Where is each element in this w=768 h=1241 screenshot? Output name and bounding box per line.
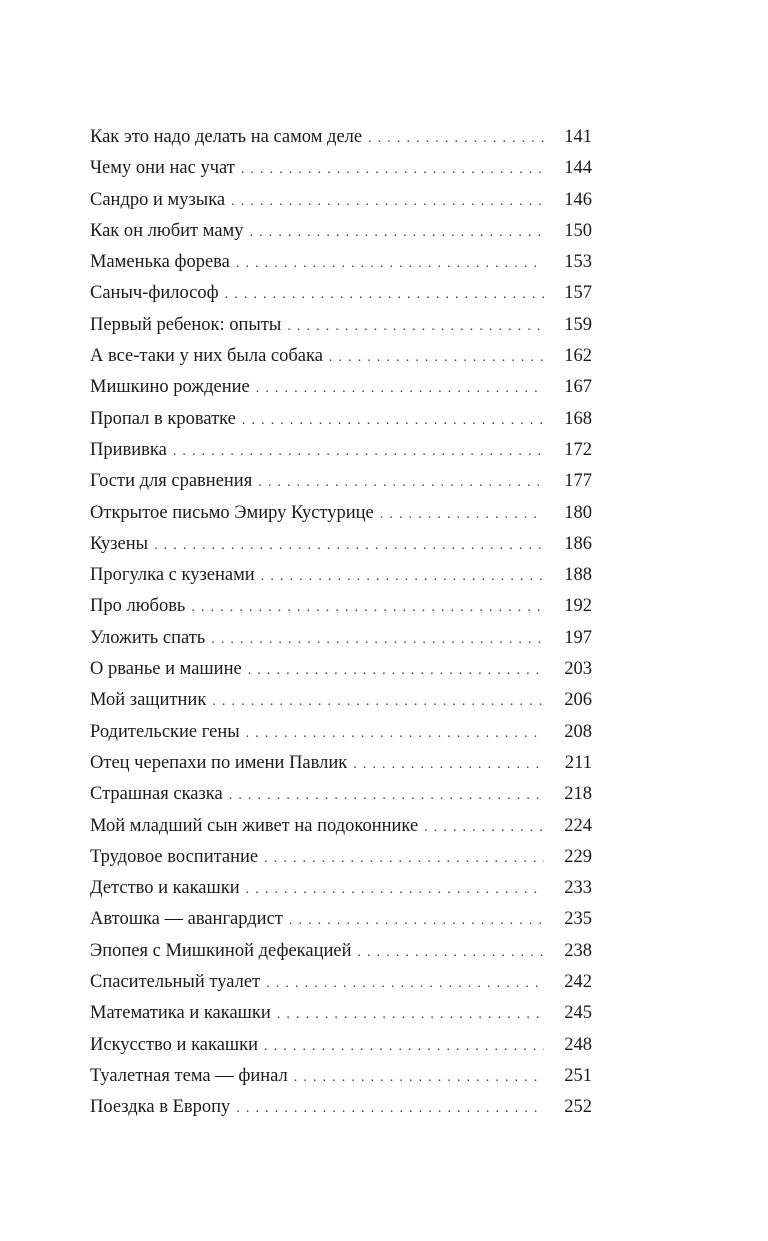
toc-entry-page: 208 bbox=[564, 721, 592, 742]
toc-entry bbox=[90, 748, 592, 779]
toc-entry bbox=[90, 998, 592, 1029]
toc-entry-page: 229 bbox=[564, 846, 592, 867]
dot-leader bbox=[242, 405, 544, 436]
toc-entry bbox=[90, 122, 592, 153]
toc-entry-title: Как это надо делать на самом деле bbox=[90, 127, 363, 147]
dot-leader bbox=[294, 1062, 544, 1093]
toc-entry-title: Спасительный туалет bbox=[90, 972, 261, 993]
dot-leader bbox=[191, 592, 544, 623]
toc-entry-page: 242 bbox=[564, 972, 592, 993]
toc-entry-page: 235 bbox=[564, 909, 592, 930]
toc-entry bbox=[90, 842, 592, 873]
toc-entry-title: Открытое письмо Эмиру Кустурице bbox=[90, 502, 374, 523]
toc-entry-title: Страшная сказка bbox=[90, 784, 223, 805]
toc-entry-page: 146 bbox=[564, 189, 592, 210]
dot-leader bbox=[256, 373, 544, 404]
dot-leader bbox=[264, 1031, 544, 1062]
toc-entry bbox=[90, 1061, 592, 1092]
toc-entry bbox=[90, 967, 592, 998]
toc-entry-page: 150 bbox=[564, 220, 592, 241]
toc-entry-title: О рванье и машине bbox=[90, 659, 242, 680]
toc-entry-page: 180 bbox=[564, 502, 592, 523]
toc-entry-page: 197 bbox=[564, 627, 592, 648]
toc-entry bbox=[90, 779, 592, 810]
dot-leader bbox=[368, 123, 544, 154]
toc-entry-page: 144 bbox=[564, 158, 592, 179]
toc-entry-page: 168 bbox=[564, 408, 592, 429]
toc-entry-page: 192 bbox=[564, 596, 592, 617]
toc-entry bbox=[90, 372, 592, 403]
dot-leader bbox=[264, 843, 544, 874]
toc-entry-title: Саныч-философ bbox=[90, 283, 219, 304]
toc-entry bbox=[90, 247, 592, 278]
toc-entry bbox=[90, 591, 592, 622]
toc-entry-page: 153 bbox=[564, 252, 592, 273]
toc-entry bbox=[90, 310, 592, 341]
toc-entry bbox=[90, 654, 592, 685]
toc-entry-page: 248 bbox=[564, 1034, 592, 1055]
toc-entry-page: 141 bbox=[564, 127, 592, 147]
dot-leader bbox=[231, 186, 544, 217]
toc-entry-title: Родительские гены bbox=[90, 721, 240, 742]
toc-entry-title: Автошка — авангардист bbox=[90, 909, 283, 930]
toc-entry bbox=[90, 811, 592, 842]
toc-entry-page: 172 bbox=[564, 439, 592, 460]
toc-entry bbox=[90, 717, 592, 748]
toc-entry-page: 238 bbox=[564, 940, 592, 961]
toc-entry bbox=[90, 435, 592, 466]
toc-entry-title: Гости для сравнения bbox=[90, 471, 253, 492]
dot-leader bbox=[258, 467, 544, 498]
toc-entry-title: Как он любит маму bbox=[90, 220, 244, 241]
toc-entry bbox=[90, 936, 592, 967]
dot-leader bbox=[211, 624, 544, 655]
dot-leader bbox=[241, 154, 544, 185]
dot-leader bbox=[329, 342, 544, 373]
toc-entry bbox=[90, 1030, 592, 1061]
toc-entry-page: 206 bbox=[564, 690, 592, 711]
toc-entry bbox=[90, 216, 592, 247]
toc-entry bbox=[90, 278, 592, 309]
toc-entry bbox=[90, 623, 592, 654]
dot-leader bbox=[154, 530, 544, 561]
toc-entry bbox=[90, 404, 592, 435]
dot-leader bbox=[250, 217, 544, 248]
toc-entry bbox=[90, 341, 592, 372]
toc-entry-title: Туалетная тема — финал bbox=[90, 1065, 288, 1086]
toc-entry-page: 157 bbox=[564, 283, 592, 304]
dot-leader bbox=[289, 905, 544, 936]
toc-entry-title: Мой младший сын живет на подоконнике bbox=[90, 815, 419, 836]
toc-entry-page: 188 bbox=[564, 565, 592, 586]
toc-entry-page: 203 bbox=[564, 659, 592, 680]
dot-leader bbox=[357, 937, 544, 968]
dot-leader bbox=[353, 749, 544, 780]
dot-leader bbox=[236, 1093, 544, 1124]
toc-entry-page: 224 bbox=[564, 815, 592, 836]
dot-leader bbox=[212, 686, 544, 717]
toc-entry-title: Эпопея с Мишкиной дефекацией bbox=[90, 940, 352, 961]
toc-entry-page: 159 bbox=[564, 314, 592, 335]
toc-entry-title: Трудовое воспитание bbox=[90, 846, 259, 867]
dot-leader bbox=[225, 279, 544, 310]
toc-entry-title: Уложить спать bbox=[90, 627, 206, 648]
toc-entry-title: Мишкино рождение bbox=[90, 377, 250, 398]
toc-entry bbox=[90, 1092, 592, 1123]
table-of-contents bbox=[90, 122, 592, 1124]
toc-entry-title: Маменька форева bbox=[90, 252, 230, 273]
toc-entry bbox=[90, 529, 592, 560]
toc-entry bbox=[90, 466, 592, 497]
dot-leader bbox=[236, 248, 544, 279]
toc-entry-page: 167 bbox=[564, 377, 592, 398]
toc-entry bbox=[90, 685, 592, 716]
toc-entry bbox=[90, 904, 592, 935]
toc-entry bbox=[90, 498, 592, 529]
dot-leader bbox=[173, 436, 544, 467]
toc-entry-title: Пропал в кроватке bbox=[90, 408, 236, 429]
toc-entry-title: Сандро и музыка bbox=[90, 189, 226, 210]
toc-entry-page: 177 bbox=[564, 471, 592, 492]
toc-entry-title: Кузены bbox=[90, 533, 149, 554]
dot-leader bbox=[424, 812, 544, 843]
dot-leader bbox=[380, 499, 544, 530]
dot-leader bbox=[246, 874, 544, 905]
dot-leader bbox=[266, 968, 544, 999]
toc-entry-title: А все-таки у них была собака bbox=[90, 346, 323, 367]
toc-entry-title: Отец черепахи по имени Павлик bbox=[90, 752, 348, 773]
toc-entry bbox=[90, 185, 592, 216]
toc-entry-page: 162 bbox=[564, 346, 592, 367]
toc-entry-title: Математика и какашки bbox=[90, 1003, 271, 1024]
toc-entry-title: Первый ребенок: опыты bbox=[90, 314, 282, 335]
toc-entry-page: 186 bbox=[564, 533, 592, 554]
dot-leader bbox=[261, 561, 544, 592]
toc-entry-title: Мой защитник bbox=[90, 690, 207, 711]
toc-entry-title: Поездка в Европу bbox=[90, 1097, 231, 1118]
dot-leader bbox=[229, 780, 544, 811]
toc-entry-page: 252 bbox=[564, 1097, 592, 1118]
toc-entry-page: 233 bbox=[564, 878, 592, 899]
toc-entry-title: Прогулка с кузенами bbox=[90, 565, 255, 586]
dot-leader bbox=[277, 999, 544, 1030]
toc-entry-page: 245 bbox=[564, 1003, 592, 1024]
dot-leader bbox=[248, 655, 544, 686]
toc-entry bbox=[90, 873, 592, 904]
toc-entry-title: Искусство и какашки bbox=[90, 1034, 259, 1055]
toc-entry bbox=[90, 560, 592, 591]
toc-entry-page: 211 bbox=[564, 752, 592, 773]
toc-entry-title: Чему они нас учат bbox=[90, 158, 235, 179]
toc-entry bbox=[90, 153, 592, 184]
toc-entry-title: Про любовь bbox=[90, 596, 186, 617]
toc-entry-title: Прививка bbox=[90, 439, 167, 460]
toc-entry-page: 251 bbox=[564, 1065, 592, 1086]
toc-entry-title: Детство и какашки bbox=[90, 878, 240, 899]
toc-entry-page: 218 bbox=[564, 784, 592, 805]
dot-leader bbox=[287, 311, 544, 342]
dot-leader bbox=[246, 718, 544, 749]
